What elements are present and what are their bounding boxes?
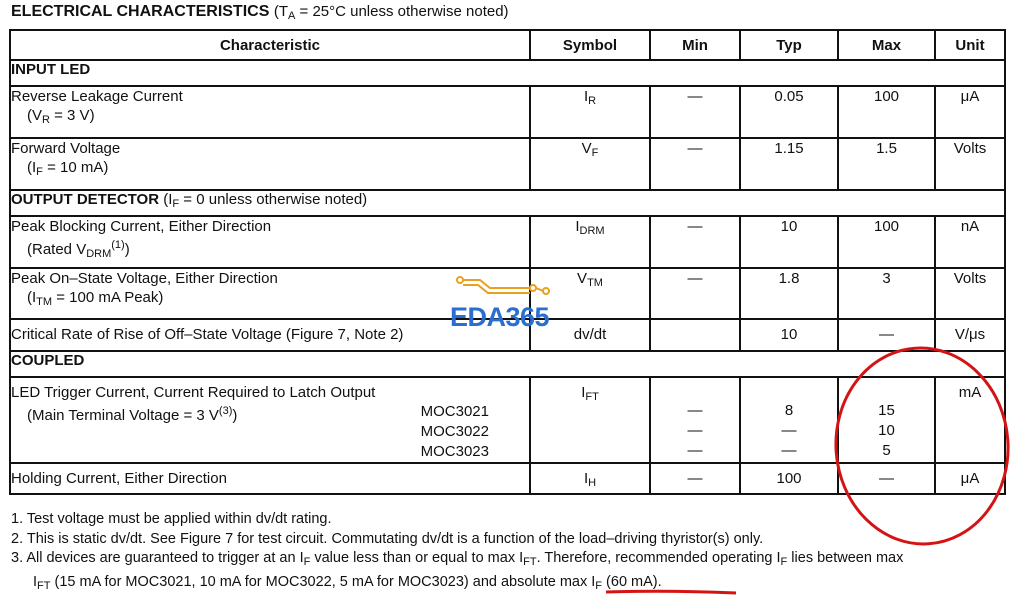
col-characteristic: Characteristic [10, 30, 530, 60]
table-header-row [10, 30, 1005, 60]
footnote-3-continued: $I_{FT}$ (15 mA for MOC3021, 10 mA for MOC3022, 5 mA for MOC3023) and absolute $\max I_F$ (60 mA). [33, 573, 662, 592]
page-heading [11, 3, 509, 22]
col-symbol: Symbol [530, 30, 650, 60]
table-row: Holding Current, Either Direction $I_H$ — 100 — μA [10, 463, 1005, 494]
col-max: Max [838, 30, 935, 60]
section-coupled: COUPLED [10, 351, 1005, 377]
characteristics-table [9, 29, 1006, 495]
table-row: Peak Blocking Current, Either Direction (Rated $V_{DRM}^{(1)}$) $I_{DRM}$ — 10 100 nA [10, 216, 1005, 268]
eda365-watermark-logo [450, 274, 565, 334]
table-row: Reverse Leakage Current ($V_R = 3$ V) $I_R$ — 0.05 100 μA [10, 86, 1005, 138]
circuit-trace-icon [450, 274, 565, 304]
part-number-list: MOC3021 MOC3022 MOC3023 [420, 403, 489, 460]
table-row: Critical Rate of Rise of Off–State Voltage (Figure 7, Note 2) dv/dt 10 — V/μs [10, 319, 1005, 351]
watermark-text: EDA365 [450, 302, 550, 332]
footnotes [11, 510, 903, 596]
table-row: LED Trigger Current, Current Required to Latch Output (Main Terminal Voltage = 3 $V^{(3)}$) MOC3021 MOC3022 MOC3023 $I_{FT}$ — — — 8 — — 15 10 5 mA [10, 377, 1005, 463]
col-min: Min [650, 30, 740, 60]
heading-conditions: ($T_A = 25^\circ C$ unless otherwise noted) [273, 3, 509, 22]
footnote-2: 2. This is static dv/dt. See Figure 7 for test circuit. Commutating dv/dt is a function of the load–driving thyristor(s) only. [11, 530, 764, 547]
heading-title: ELECTRICAL CHARACTERISTICS [11, 3, 270, 20]
table-row: Forward Voltage ($I_F = 10$ mA) $V_F$ — 1.15 1.5 Volts [10, 138, 1005, 190]
section-input-led: INPUT LED [10, 60, 1005, 86]
section-output-detector: OUTPUT DETECTOR ($I_F = 0$ unless otherwise noted) [10, 190, 1005, 216]
col-unit: Unit [935, 30, 1005, 60]
table-row: Peak On–State Voltage, Either Direction ($I_{TM} = 100$ mA Peak) $V_{TM}$ — 1.8 3 Volts [10, 268, 1005, 319]
footnote-1: 1. Test voltage must be applied within dv/dt rating. [11, 511, 332, 527]
col-typ: Typ [740, 30, 838, 60]
footnote-3: 3. All devices are guaranteed to trigger at an $I_F$ value less than or equal to $\max I_{FT}$. Therefore, recommended operating $I_F$ lies between max [11, 550, 904, 568]
